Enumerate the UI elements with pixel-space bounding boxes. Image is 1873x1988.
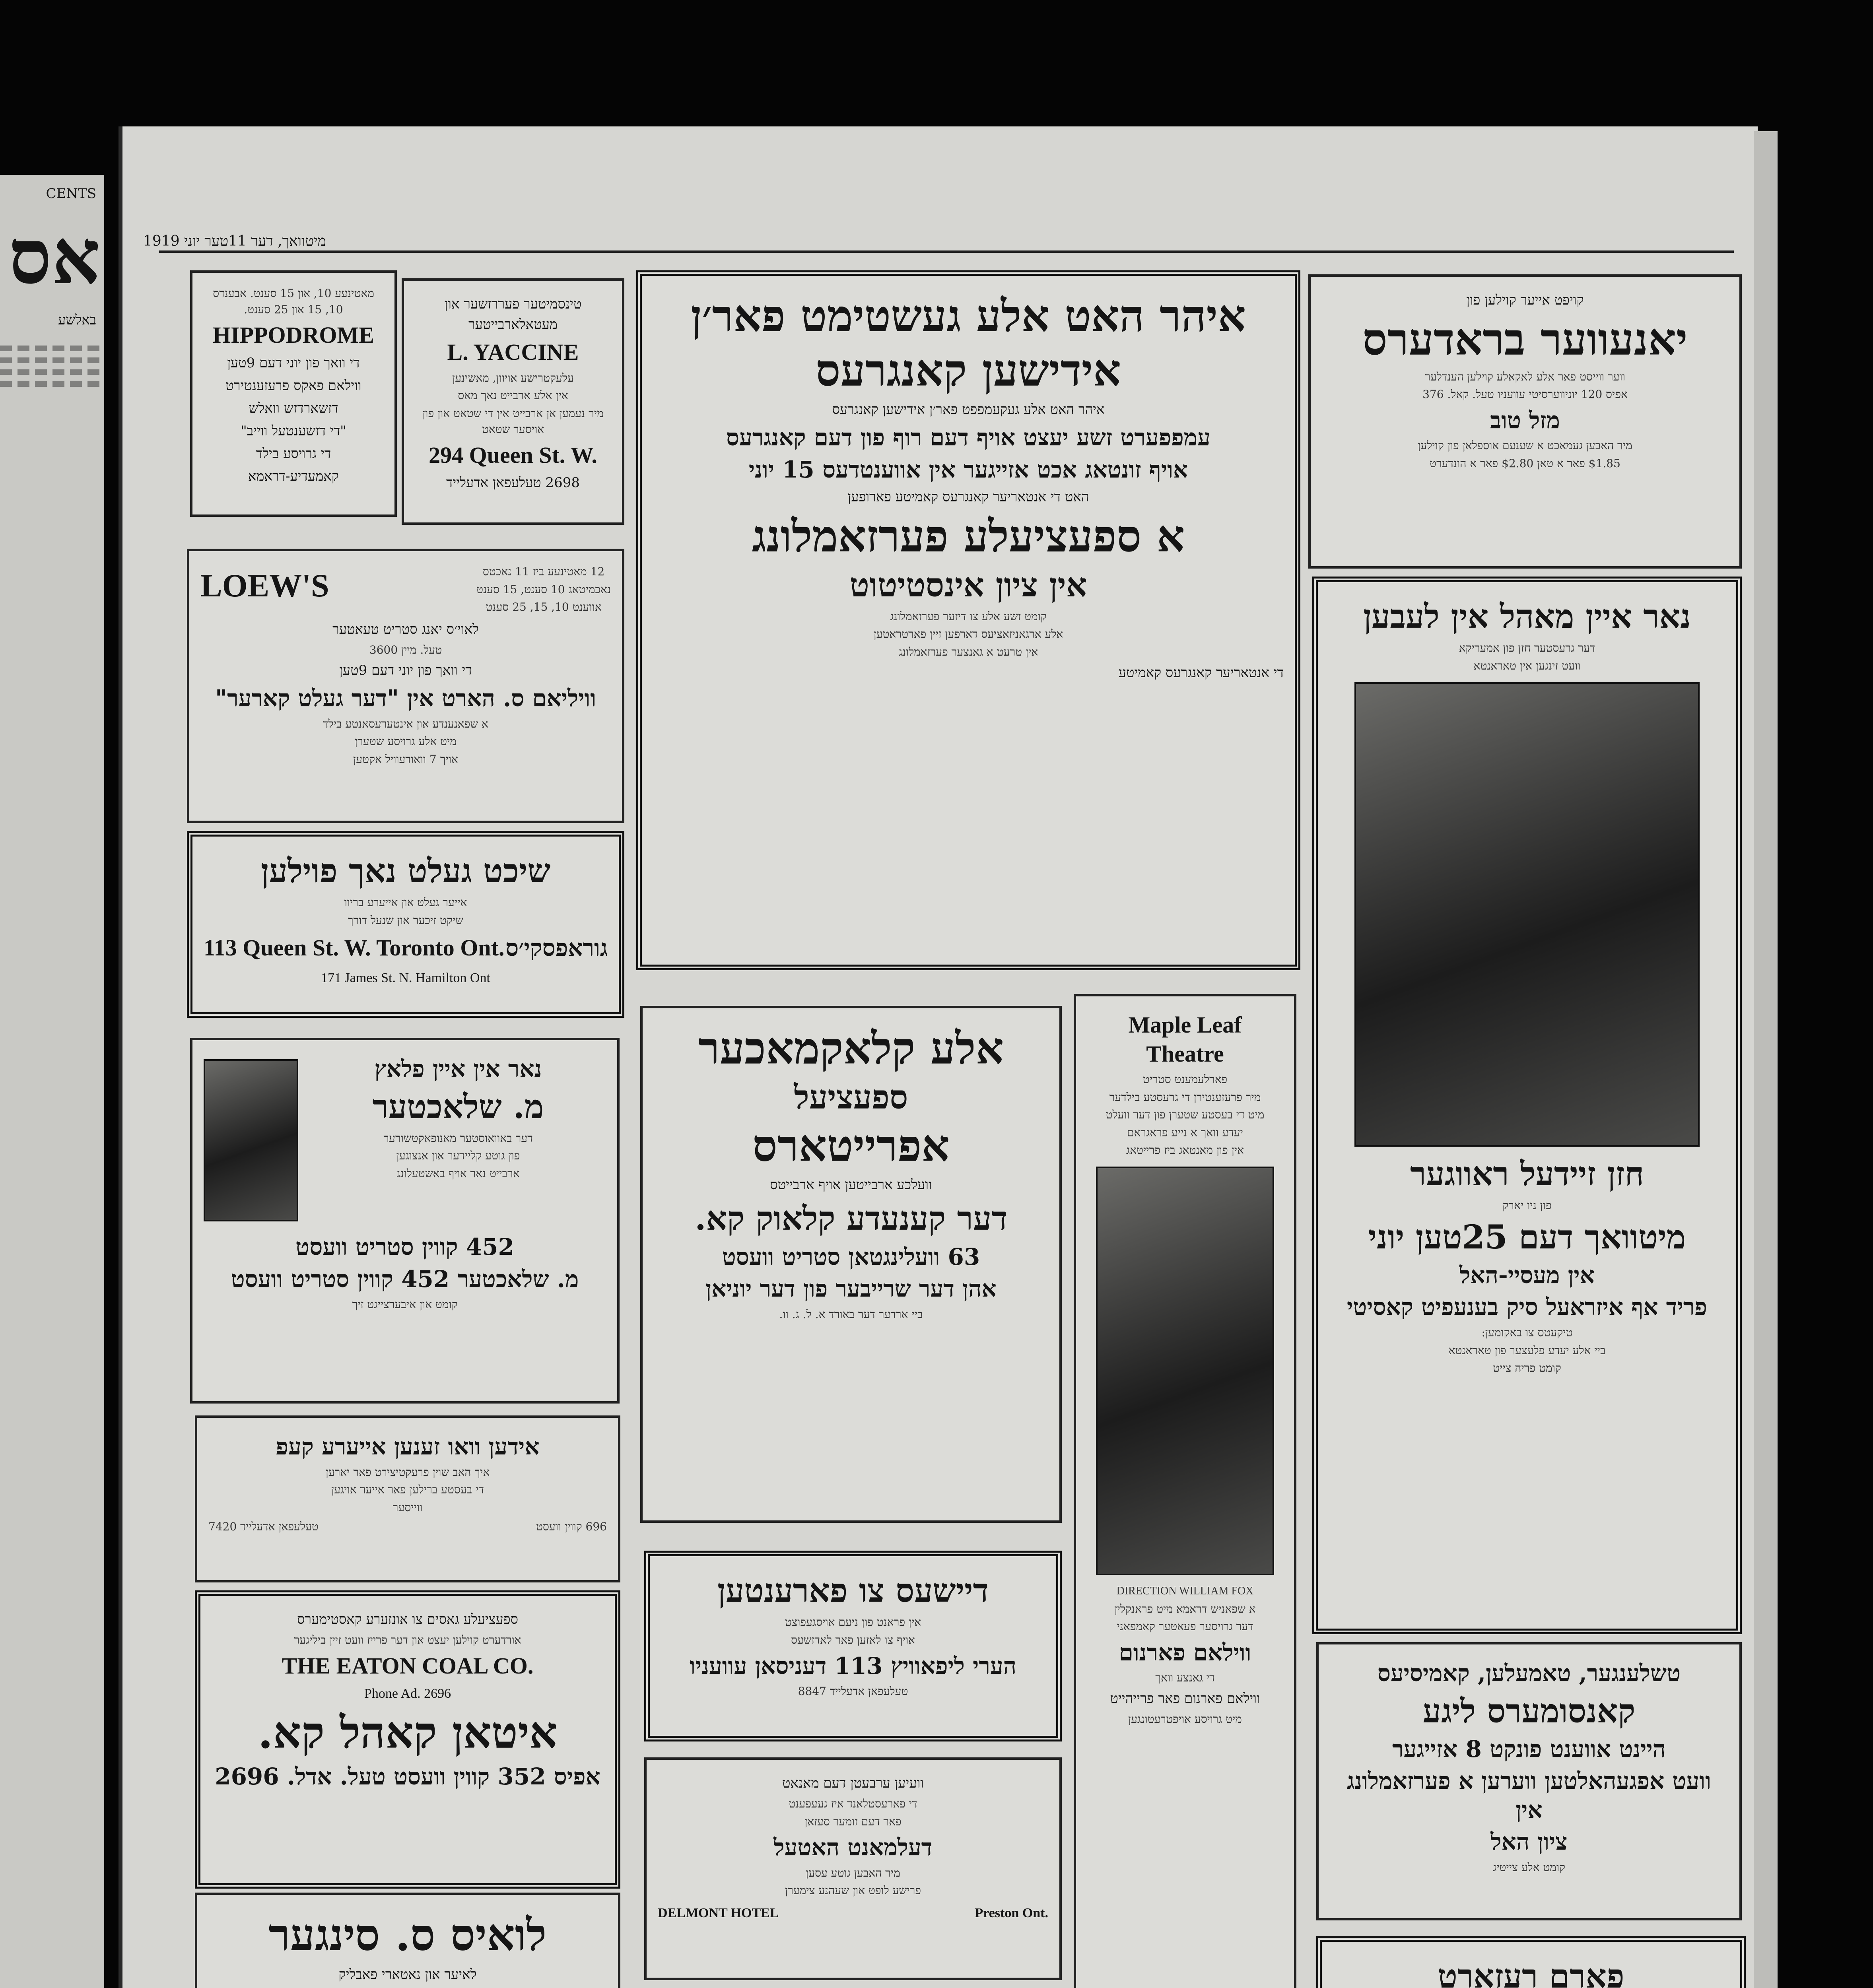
dateline: מיטוואך, דער 11טער יוני 1919 (143, 233, 326, 249)
hotel-line: די פארעסטלאנד איז געעפענט (789, 1797, 917, 1810)
loews-time: 12 מאטינעע ביז 11 נאכטס (482, 565, 605, 578)
maple-line: א שפאניש דראמא מיט פראנקלין (1114, 1602, 1256, 1615)
loews-phone: טעל. מיין 3600 (369, 643, 442, 656)
maple-title: Maple Leaf Theatre (1128, 1012, 1242, 1067)
maple-star: ווילאם פארנום (1119, 1639, 1251, 1666)
cantor-name: חזן זיידעל ראווגער (1410, 1155, 1644, 1193)
hotel-line: מיר האבען גוטע עסען (806, 1866, 900, 1879)
eaton-phone-en: Phone Ad. 2696 (364, 1686, 451, 1701)
eyes-phone: טעלעפאן אדעלייד 7420 (208, 1520, 319, 1534)
clockmakers-special: ספעציעל (794, 1078, 908, 1116)
lodge-phone: טעלעפאן אדעלייד 8847 (798, 1685, 908, 1698)
yonover-name: יאנעווער בראדערס (1362, 314, 1688, 365)
farm-title: פארם רעזארט (1438, 1957, 1624, 1988)
money-transfer-line: שיקט זיכער און שנעל דורך (348, 913, 464, 927)
money-transfer-address: 113 Queen St. W. Toronto Ont. (204, 934, 505, 961)
hippodrome-line: די וואך פון יוני דעם 9טען (227, 355, 360, 371)
eaton-headline: ספעציעלע גאסים צו אונזערע קאסטימערס (297, 1611, 518, 1627)
congress-line: איהר האט אלע געקעמפפט פאר׳ן אידישען קאנגרעס (832, 402, 1105, 417)
congress-ad (636, 270, 1300, 970)
eaton-address: אפיס 352 קווין וועסט טעל. אדל. 2696 (215, 1763, 600, 1790)
schachter-address: 452 קווין סטריט וועסט (295, 1233, 514, 1260)
consumers-league-ad (1316, 1642, 1742, 1920)
cantor-date: מיטוואך דעם 25טען יוני (1368, 1218, 1686, 1256)
money-transfer-title: שיכט געלט נאך פוילען (260, 852, 551, 890)
cantor-venue: אין מעסיי-האל (1459, 1261, 1595, 1289)
farm-resort-ad (1316, 1936, 1746, 1988)
clockmakers-line: אהן דער שרייבער פון דער יוניאן (705, 1275, 997, 1303)
league-closing: קומט אלע צייטיג (1492, 1860, 1566, 1874)
cantor-portrait-photo (1354, 682, 1700, 1147)
eyes-line: ווייסער (392, 1501, 423, 1514)
money-transfer-address-2: 171 James St. N. Hamilton Ont (321, 971, 490, 986)
cantor-line: טיקעטס צו באקומען: (1481, 1326, 1573, 1339)
congress-line: האט די אנטאריער קאנגרעס קאמיטע פארופען (847, 489, 1089, 505)
yaccine-phone: 2698 טעלעפאן אדעלייד (446, 475, 580, 491)
maple-line: יעדע וואך א נייע פראגראם (1127, 1126, 1243, 1139)
hippodrome-line: ווילאם פאקס פרעזענטירט (225, 377, 361, 394)
maple-line: מיט גרויסע אויפטרעטונגען (1128, 1712, 1242, 1726)
maple-line: אין פון מאנטאג ביז פרייטאג (1126, 1143, 1244, 1157)
yaccine-title: L. YACCINE (447, 339, 579, 365)
yaccine-ad (402, 278, 624, 525)
cantor-origin: פון ניו יארק (1502, 1198, 1552, 1212)
adjacent-page-cents: CENTS (46, 186, 96, 202)
clockmakers-line: וועלכע ארבייטען אויף ארבייטס (770, 1177, 932, 1193)
lodge-title: דיישעס צו פארענטען (717, 1572, 989, 1610)
singer-title: לאיער און נאטארי פאבליק (338, 1966, 477, 1982)
hippodrome-line: "די דזשענטעל ווייב" (241, 423, 346, 439)
yonover-line: מיר האבען געמאכט א שענעם אוספלאן פון קוילען (1418, 439, 1632, 452)
singer-name: לואיס ס. סינגער (268, 1909, 547, 1961)
maple-leaf-theatre-ad (1074, 994, 1296, 1988)
clockmakers-address: 63 וועלינגטאן סטריט וועסט (722, 1243, 980, 1270)
top-rule (159, 250, 1734, 253)
clockmakers-headline: אלע קלאקמאכער (698, 1023, 1004, 1074)
yaccine-address: 294 Queen St. W. (429, 442, 597, 468)
page-edge (1754, 131, 1778, 1988)
lodge-address: הערי ליפאוויץ 113 דעניסאן עוועניו (689, 1652, 1017, 1679)
maple-line: די גאנצע וואך (1155, 1671, 1215, 1685)
yaccine-trade: טינסמיטער פעררזשער און מעטאלארבייטער (444, 296, 582, 332)
cantor-concert-ad (1312, 577, 1742, 1634)
schachter-name: מ. שלאכטער (372, 1087, 544, 1126)
schachter-line: פון גוטע קליידער און אנצוגען (396, 1149, 520, 1163)
eyes-title: אידען וואו זענען אייערע קעפ (276, 1433, 540, 1460)
money-transfer-name: גוראפסקי׳ס (505, 934, 608, 961)
loews-time: אווענט 10, 15, 25 סענט (486, 600, 602, 614)
congress-date: אויף זונטאג אכט אזייגער אין אווענטדעס 15 יוני (748, 456, 1188, 483)
maple-feature: ווילאם פארנום פאר פרייהייט (1110, 1690, 1260, 1706)
clockmakers-order: ביי ארדער דער באורד א. ל. ג. וו. (779, 1307, 923, 1321)
clockmakers-operators: אפרייטארס (752, 1120, 950, 1171)
lodge-line: אין פראנט פון ניעם אויסגעפוצט (785, 1615, 921, 1629)
money-transfer-ad (187, 831, 624, 1018)
cantor-line: דער גרעסטער חזן פון אמעריקא (1459, 641, 1595, 655)
schachter-line: דער באוואוסטער מאנופאקטשורער (383, 1131, 533, 1145)
hotel-name: דעלמאנט האטעל (773, 1834, 933, 1861)
adjacent-page-strip (0, 175, 104, 1988)
schachter-headline: נאר אין איין פלאץ (374, 1055, 542, 1082)
hotel-headline: וועיען ערבעטן דעם מאנאט (782, 1775, 924, 1791)
eyes-ad (195, 1415, 620, 1582)
adjacent-page-subhead: באלשע (58, 312, 96, 328)
hotel-ad (644, 1757, 1062, 1980)
lodge-line: אויף צו לאזען פאר לאדזשעס (791, 1633, 915, 1646)
league-line: וועט אפגעהאלטען ווערען א פערזאמלונג אין (1347, 1767, 1711, 1823)
yonover-line: ווער ווייסט פאר אלע לאקאלע קוילען הענדלער (1425, 370, 1625, 383)
schachter-line: ארבייט נאר אויף באשטעלונג (396, 1167, 520, 1180)
yonover-prices: $1.85 פאר א טאן $2.80 פאר א הונדערט (1430, 456, 1620, 470)
eaton-name: איטאן קאהל קא. (258, 1707, 558, 1759)
yaccine-line: מיר נעמען אן ארבייט אין די שטאט און פון אויסער שטאט (422, 406, 604, 436)
yaccine-line: אין אלע ארבייט נאך מאס (458, 389, 568, 402)
clockmakers-ad (640, 1006, 1062, 1523)
adjacent-page-headline: אס (8, 212, 100, 301)
hippodrome-ad (190, 270, 397, 517)
league-name: קאנסומערס ליגע (1422, 1692, 1636, 1730)
congress-meeting: א ספעציעלע פערזאמלונג (752, 511, 1185, 562)
hotel-line: פאר דעם זומער סעזאן (804, 1815, 902, 1828)
loews-desc: אויך 7 וואודעוויל אקטען (353, 753, 458, 766)
league-time: היינט אווענט פונקט 8 אזייגער (1392, 1735, 1666, 1763)
congress-line: קומט זשע אלע צו דיזער פערזאמלונג (890, 610, 1047, 623)
loews-desc: א שפאנענדע און אינטערעסאנטע בילד (323, 717, 488, 730)
loews-ad (187, 549, 624, 823)
yonover-coal-ad (1308, 274, 1742, 569)
hotel-line: פרישע לופט און שעהנע צימערן (785, 1884, 921, 1897)
cantor-line: ביי אלע יעדע פלעצער פון טאראנטא (1448, 1343, 1606, 1357)
cantor-line: וועט זינגען אין טאראנטא (1473, 659, 1581, 672)
schachter-ad (190, 1038, 620, 1404)
eyes-address: 696 קווין וועסט (536, 1520, 607, 1534)
hotel-name-en: DELMONT HOTEL (658, 1905, 779, 1920)
eyes-line: די בעסטע ברילען פאר אייער אויגען (331, 1483, 484, 1497)
league-headline: טשלענגער, טאמעלען, קאמיסיעס (1377, 1660, 1681, 1687)
yonover-mazel-tov: מזל טוב (1490, 406, 1560, 434)
yonover-address: אפיס 120 יוניווערסיטי עוועניו טעל. קאל. 376 (1422, 388, 1628, 401)
congress-headline: איהר האט אלע געשטימט פאר׳ן (691, 290, 1246, 342)
loews-subtitle: לאוי׳ס יאנג סטריט טעאטער (332, 621, 479, 637)
money-transfer-line: אייער געלט און אייערע בריוו (344, 896, 467, 909)
congress-venue: אין ציון אינסטיטוט (849, 566, 1087, 604)
cantor-headline: נאר איין מאהל אין לעבען (1363, 598, 1691, 636)
clockmakers-company: דער קענעדע קלאוק קא. (695, 1200, 1007, 1238)
yaccine-line: עלעקטרישע אויוון, מאשינען (452, 371, 574, 384)
congress-signature: די אנטאריער קאנגרעס קאמיטע (1118, 664, 1284, 681)
maple-credit: DIRECTION WILLIAM FOX (1116, 1584, 1254, 1597)
hippodrome-line: די גרויסע בילד (256, 445, 331, 462)
portrait-photo (204, 1059, 298, 1221)
maple-line: מיר פרעזענטירן די גרעסטע בילדער (1109, 1090, 1261, 1104)
congress-line: אלע ארגאניזאציעס דארפען זיין פארטראטען (873, 627, 1063, 641)
hippodrome-prices: מאטינעע 10, און 15 סענט. אבענדס 10, 15 און 25 סענט. (213, 287, 374, 316)
schachter-repeat: מ. שלאכטער 452 קווין סטריט וועסט (231, 1265, 579, 1293)
loews-time: נאכמיטאג 10 סענט, 15 סענט (476, 582, 611, 596)
lodge-ad (644, 1551, 1062, 1741)
maple-line: דער גרויסער פעאטער קאמפאני (1117, 1620, 1253, 1633)
congress-title: אידישען קאנגרעס (815, 344, 1121, 396)
loews-title: LOEW'S (200, 567, 329, 604)
loews-week: די וואך פון יוני דעם 9טען (339, 662, 472, 679)
yonover-line: קויפט אייער קוילען פון (1466, 292, 1584, 308)
singer-ad (195, 1893, 620, 1988)
hippodrome-title: HIPPODROME (213, 322, 374, 348)
maple-subtitle: פארלעמענט סטריט (1142, 1073, 1228, 1086)
actor-portrait-photo (1096, 1167, 1274, 1575)
hotel-location-en: Preston Ont. (975, 1905, 1048, 1920)
hippodrome-line: קאמעדיע-דראמא (248, 468, 339, 484)
eaton-line: אורדערט קוילען יעצט און דער פרייז וועט זיין ביליגער (294, 1633, 521, 1646)
congress-line: אין טרעט א גאנצער פערזאמלונג (898, 645, 1038, 659)
league-venue: ציון האל (1490, 1828, 1568, 1856)
maple-line: מיט די בעסטע שטערן פון דער וועלט (1106, 1108, 1265, 1122)
schachter-closing: קומט און איבערצייגט זיך (352, 1298, 458, 1311)
eaton-coal-ad (195, 1590, 620, 1889)
loews-feature: וויליאם ס. הארט אין "דער געלט קארער" (215, 685, 596, 712)
cantor-line: קומט פריה צייט (1493, 1361, 1561, 1375)
congress-line: עמפפערט זשע יעצט אויף דעם רוף פון דעם קאנגרעס (726, 424, 1210, 451)
cantor-benefit: פריד אף איזראעל סיק בענעפיט קאסיטי (1347, 1293, 1707, 1321)
eyes-line: איך האב שוין פרעקטיצירט פאר יארען (325, 1465, 490, 1479)
eaton-name-en: THE EATON COAL CO. (282, 1652, 534, 1679)
hippodrome-line: דזשארדזש וואלש (249, 400, 338, 416)
loews-desc: מיט אלע גרויסע שטערן (354, 735, 457, 748)
